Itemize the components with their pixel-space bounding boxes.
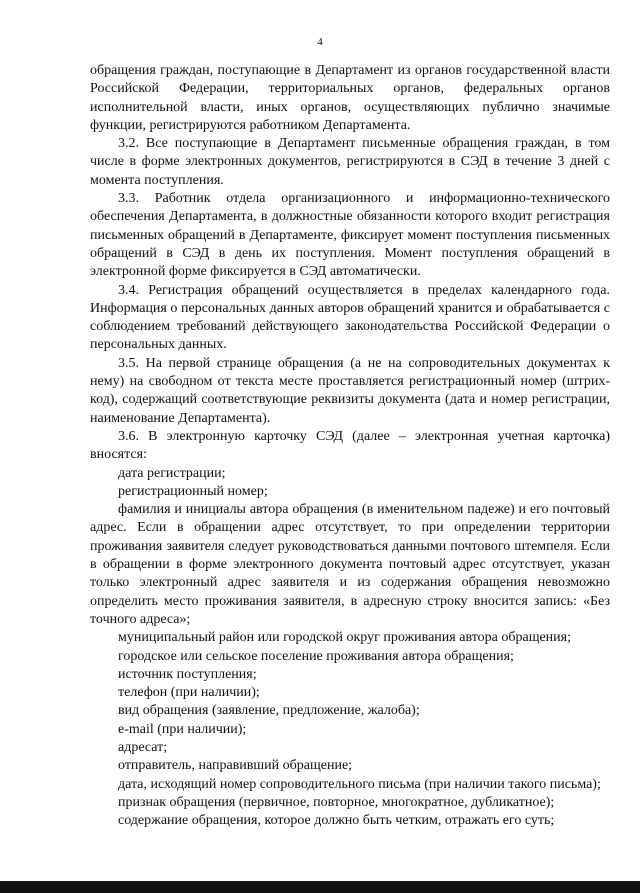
paragraph-3-6: 3.6. В электронную карточку СЭД (далее – электронная учетная карточка) вносятся:	[90, 428, 610, 463]
document-body	[90, 62, 610, 830]
list-item: e-mail (при наличии);	[118, 721, 247, 737]
paragraph-continuation: обращения граждан, поступающие в Департамент из органов государственной власти Российской Федерации, территориальных органов, федеральных органов исполнительной власти, иных органов, осуществляющих публично значимые функции, регистрируются работником Департамента.	[90, 63, 610, 133]
list-item: адресат;	[118, 739, 168, 755]
list-item: вид обращения (заявление, предложение, жалоба);	[118, 703, 420, 719]
paragraph-3-3: 3.3. Работник отдела организационного и информационно-технического обеспечения Департамента, в должностные обязанности которого входит регистрация письменных обращений в Департаменте, фиксирует момент поступления письменных обращений в СЭД в день их поступления. Момент поступления обращений в электронной форме фиксируется в СЭД автоматически.	[90, 191, 610, 280]
paragraph-3-5: 3.5. На первой странице обращения (а не на сопроводительных документах к нему) на свободном от текста месте проставляется регистрационный номер (штрих-код), содержащий соответствующие реквизиты документа (дата и номер регистрации, наименование Департамента).	[90, 355, 610, 426]
page-number: 4	[317, 36, 323, 48]
list-item: источник поступления;	[118, 666, 257, 682]
list-item: дата регистрации;	[118, 465, 226, 481]
list-item: телефон (при наличии);	[118, 685, 260, 701]
paragraph-3-4: 3.4. Регистрация обращений осуществляется в пределах календарного года. Информация о персональных данных авторов обращений хранится и обрабатывается с соблюдением требований действующего законодательства Российской Федерации о персональных данных.	[90, 282, 610, 353]
list-item: фамилия и инициалы автора обращения (в именительном падеже) и его почтовый адрес. Если в обращении адрес отсутствует, то при определении территории проживания заявителя следует руководствоваться данными почтового штемпеля. Если в обращении в форме электронного документа почтовый адрес отсутствует, указан только электронный адрес заявителя и из содержания обращения невозможно определить место проживания заявителя, в адресную строку вносится запись: «Без точного адреса»;	[90, 502, 610, 627]
scan-edge-bar	[0, 881, 640, 893]
list-item: регистрационный номер;	[118, 483, 268, 499]
list-item: городское или сельское поселение проживания автора обращения;	[118, 648, 514, 664]
list-item: содержание обращения, которое должно быть четким, отражать его суть;	[118, 813, 555, 829]
list-item: признак обращения (первичное, повторное, многократное, дубликатное);	[118, 794, 555, 810]
paragraph-3-2: 3.2. Все поступающие в Департамент письменные обращения граждан, в том числе в форме электронных документов, регистрируются в СЭД в течение 3 дней с момента поступления.	[90, 136, 610, 188]
list-item: дата, исходящий номер сопроводительного письма (при наличии такого письма);	[118, 776, 601, 792]
list-item: отправитель, направивший обращение;	[118, 758, 353, 774]
list-item: муниципальный район или городской округ проживания автора обращения;	[118, 630, 571, 646]
